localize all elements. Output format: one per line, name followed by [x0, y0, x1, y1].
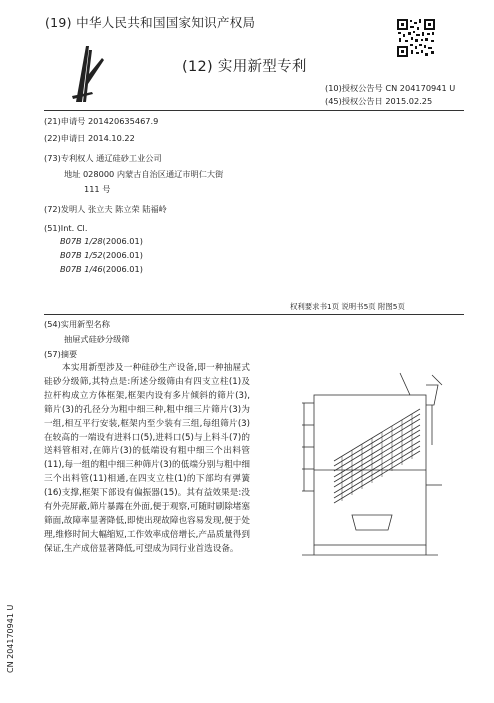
cnipa-logo-icon: [62, 44, 112, 104]
pub-number: (10)授权公告号 CN 204170941 U: [325, 83, 456, 93]
side-publication-number: [6, 585, 18, 675]
qr-code-icon: [396, 18, 436, 58]
ipc-class-1: [60, 235, 143, 248]
ipc-class-2: [60, 249, 143, 262]
owner-address-line1: 地址 028000 内蒙古自治区通辽市明仁大街: [64, 169, 224, 179]
vibrator: [352, 515, 392, 530]
office-name: 中华人民共和国国家知识产权局: [76, 15, 256, 30]
screen-decks: [334, 409, 420, 503]
office-header: [45, 13, 255, 31]
biblio-divider: [44, 314, 464, 315]
ipc-code: B07B 1/28: [60, 236, 103, 246]
page-counts: 权利要求书1页 说明书5页 附图5页: [290, 302, 405, 311]
hopper: [426, 385, 438, 405]
int-cl-label: (51)Int. Cl.: [44, 223, 88, 233]
ipc-date: (2006.01): [102, 250, 143, 260]
ipc-code: B07B 1/52: [60, 250, 103, 260]
side-text: CN 204170941 U: [6, 604, 15, 673]
patent-owner: (73)专利权人 通辽硅砂工业公司: [44, 153, 162, 163]
document-type-heading: [182, 55, 307, 76]
header-code-19: (19): [45, 15, 72, 30]
application-date: (22)申请日 2014.10.22: [44, 133, 135, 143]
abstract-text: 本实用新型涉及一种硅砂生产设备,即一种抽屉式硅砂分级筛,其特点是:所述分级筛由有四支立柱(1)及拉杆构成立方体框架,框架内设有多片倾斜的筛片(3),筛片(3)的孔径分为粗中细三种,粗中细三片筛片(3)为一组,相互平行安装,框架内至少装有三组,每组筛片(3)在较高的一端设有进料口(5),进料口(5)与上料斗(7)的送料管相对,在筛片(3)的低端设有粗中细三个出料管(11),每一组的粗中细三种筛片(3)的低端分别与粗中细三个出料管(11)相通,在四支立柱(1)的下部均有弹簧(16)支撑,框架下部设有偏振器(15)。其有益效果是:没有外壳屏蔽,筛片暴露在外面,便于观察,可随时刷除堵塞筛面,故障率显著降低,即使出现故障也容易发现,便于处理,维修时间大幅缩短,工作效率成倍增长,产品质量得到保证,生产成倍显著降低,可望成为同行业首选设备。: [44, 363, 250, 554]
header-code-12: (12): [182, 59, 213, 75]
ipc-code: B07B 1/46: [60, 264, 103, 274]
doc-type: 实用新型专利: [217, 59, 307, 75]
header-divider: [44, 110, 464, 111]
title-label: (54)实用新型名称: [44, 319, 110, 329]
pub-date: (45)授权公告日 2015.02.25: [325, 96, 433, 106]
abstract-label: (57)摘要: [44, 349, 78, 359]
ipc-date: (2006.01): [102, 236, 143, 246]
owner-address-line2: 111 号: [84, 184, 111, 194]
representative-drawing: [292, 365, 460, 560]
ipc-date: (2006.01): [102, 264, 143, 274]
application-number: (21)申请号 201420635467.9: [44, 116, 159, 126]
utility-model-title: 抽屉式硅砂分级筛: [64, 334, 130, 344]
ipc-class-3: [60, 263, 143, 276]
inventors: (72)发明人 张立夫 陈立荣 陆福岭: [44, 204, 167, 214]
